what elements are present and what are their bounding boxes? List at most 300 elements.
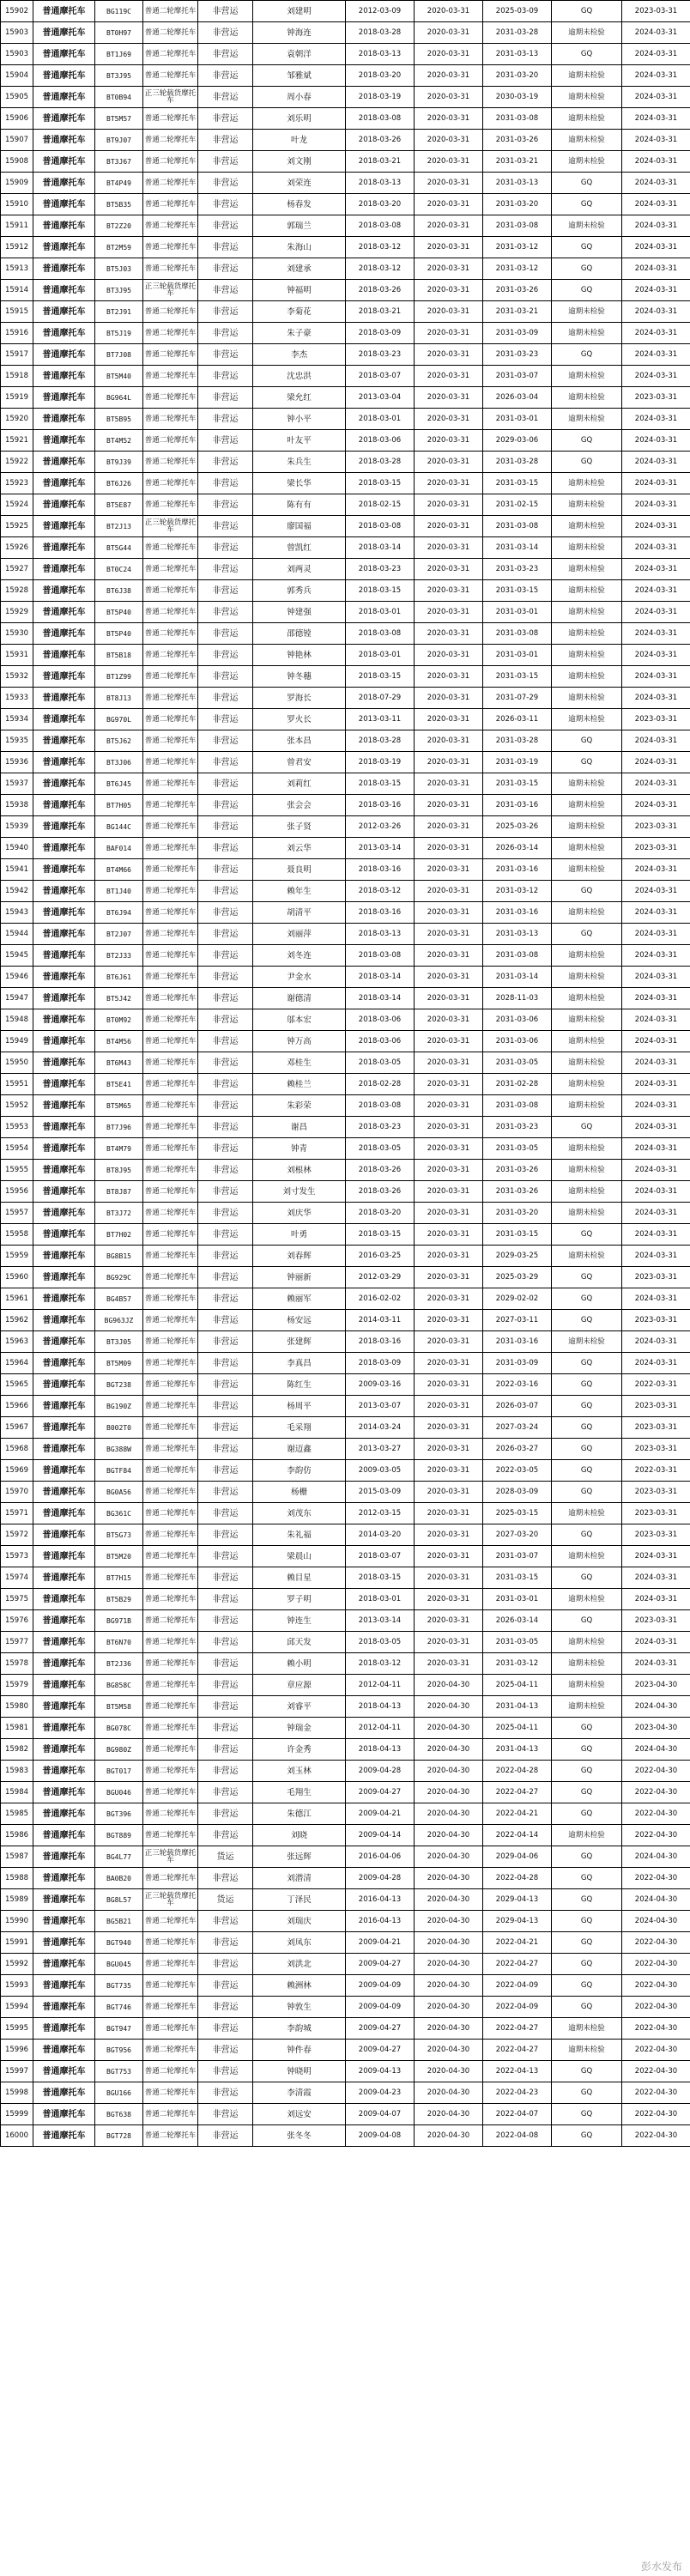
plate-number-cell: BAF014 bbox=[95, 838, 143, 859]
valid-until-cell: 2024-03-31 bbox=[622, 859, 690, 881]
inspection-status-cell: 逾期未检验 bbox=[552, 22, 622, 44]
inspect-date-cell: 2020-04-30 bbox=[415, 1954, 483, 1975]
inspect-date-cell: 2020-03-31 bbox=[415, 623, 483, 645]
table-row bbox=[1, 1009, 690, 1031]
scrap-date-cell: 2025-03-29 bbox=[483, 1267, 552, 1288]
register-date-cell: 2009-04-27 bbox=[346, 2018, 415, 2040]
register-date-cell: 2018-03-15 bbox=[346, 1567, 415, 1589]
table-row bbox=[1, 494, 690, 516]
inspection-status-cell: 逾期未检验 bbox=[552, 1503, 622, 1524]
table-row bbox=[1, 1331, 690, 1353]
table-row bbox=[1, 1246, 690, 1267]
table-row bbox=[1, 1417, 690, 1439]
row-number: 15925 bbox=[1, 516, 33, 537]
valid-until-cell: 2024-03-31 bbox=[622, 988, 690, 1009]
register-date-cell: 2012-04-11 bbox=[346, 1718, 415, 1739]
register-date-cell: 2009-04-09 bbox=[346, 1997, 415, 2018]
owner-cell: 钟海连 bbox=[253, 22, 346, 44]
owner-cell: 赖年生 bbox=[253, 881, 346, 902]
model-cell: 普通二轮摩托车 bbox=[143, 709, 198, 730]
owner-cell: 钟连生 bbox=[253, 1610, 346, 1632]
table-row bbox=[1, 859, 690, 881]
register-date-cell: 2018-03-15 bbox=[346, 773, 415, 795]
scrap-date-cell: 2031-03-12 bbox=[483, 237, 552, 258]
owner-cell: 钟瑞金 bbox=[253, 1718, 346, 1739]
vehicle-type-cell: 普通摩托车 bbox=[33, 87, 95, 108]
row-number: 15999 bbox=[1, 2104, 33, 2125]
table-row bbox=[1, 1696, 690, 1718]
owner-cell: 朱礼福 bbox=[253, 1524, 346, 1546]
row-number: 15922 bbox=[1, 452, 33, 473]
scrap-date-cell: 2029-03-06 bbox=[483, 430, 552, 452]
plate-number-cell: BGT746 bbox=[95, 1997, 143, 2018]
usage-cell: 非营运 bbox=[198, 773, 253, 795]
valid-until-cell: 2024-03-31 bbox=[622, 795, 690, 816]
model-cell: 普通二轮摩托车 bbox=[143, 1331, 198, 1353]
register-date-cell: 2018-03-12 bbox=[346, 881, 415, 902]
table-row bbox=[1, 1825, 690, 1846]
inspect-date-cell: 2020-03-31 bbox=[415, 580, 483, 602]
table-row bbox=[1, 1117, 690, 1138]
owner-cell: 刘建明 bbox=[253, 1, 346, 22]
vehicle-type-cell: 普通摩托车 bbox=[33, 1675, 95, 1696]
inspect-date-cell: 2020-03-31 bbox=[415, 387, 483, 409]
vehicle-type-cell: 普通摩托车 bbox=[33, 902, 95, 924]
model-cell: 普通二轮摩托车 bbox=[143, 1696, 198, 1718]
owner-cell: 刘云华 bbox=[253, 838, 346, 859]
usage-cell: 非营运 bbox=[198, 1589, 253, 1610]
scrap-date-cell: 2031-03-26 bbox=[483, 1160, 552, 1181]
owner-cell: 刘凤东 bbox=[253, 1932, 346, 1954]
row-number: 15982 bbox=[1, 1739, 33, 1761]
valid-until-cell: 2024-03-31 bbox=[622, 559, 690, 580]
valid-until-cell: 2022-04-30 bbox=[622, 1782, 690, 1803]
plate-number-cell: BT3J06 bbox=[95, 752, 143, 773]
inspection-status-cell: GQ bbox=[552, 237, 622, 258]
plate-number-cell: BT5J62 bbox=[95, 730, 143, 752]
scrap-date-cell: 2030-03-19 bbox=[483, 87, 552, 108]
table-row bbox=[1, 237, 690, 258]
usage-cell: 非营运 bbox=[198, 709, 253, 730]
row-number: 15961 bbox=[1, 1288, 33, 1310]
usage-cell: 非营运 bbox=[198, 1739, 253, 1761]
scrap-date-cell: 2022-04-28 bbox=[483, 1761, 552, 1782]
owner-cell: 赖丽军 bbox=[253, 1288, 346, 1310]
plate-number-cell: BG190Z bbox=[95, 1396, 143, 1417]
plate-number-cell: BT5B18 bbox=[95, 645, 143, 666]
scrap-date-cell: 2031-03-20 bbox=[483, 1203, 552, 1224]
row-number: 15938 bbox=[1, 795, 33, 816]
usage-cell: 非营运 bbox=[198, 1653, 253, 1675]
row-number: 15921 bbox=[1, 430, 33, 452]
scrap-date-cell: 2031-03-28 bbox=[483, 22, 552, 44]
plate-number-cell: BGT728 bbox=[95, 2125, 143, 2147]
valid-until-cell: 2023-03-31 bbox=[622, 1610, 690, 1632]
scrap-date-cell: 2028-03-09 bbox=[483, 1482, 552, 1503]
table-row bbox=[1, 1782, 690, 1803]
register-date-cell: 2018-03-20 bbox=[346, 1203, 415, 1224]
model-cell: 普通二轮摩托车 bbox=[143, 65, 198, 87]
table-row bbox=[1, 473, 690, 494]
row-number: 15947 bbox=[1, 988, 33, 1009]
table-row bbox=[1, 387, 690, 409]
inspect-date-cell: 2020-03-31 bbox=[415, 1503, 483, 1524]
scrap-date-cell: 2022-04-07 bbox=[483, 2104, 552, 2125]
plate-number-cell: BT1J40 bbox=[95, 881, 143, 902]
row-number: 15967 bbox=[1, 1417, 33, 1439]
inspection-status-cell: GQ bbox=[552, 1846, 622, 1868]
register-date-cell: 2009-04-14 bbox=[346, 1825, 415, 1846]
inspection-status-cell: GQ bbox=[552, 881, 622, 902]
owner-cell: 刘文刚 bbox=[253, 151, 346, 173]
valid-until-cell: 2024-04-30 bbox=[622, 1846, 690, 1868]
table-row bbox=[1, 1718, 690, 1739]
owner-cell: 杨春发 bbox=[253, 194, 346, 215]
inspection-status-cell: GQ bbox=[552, 2104, 622, 2125]
owner-cell: 杨安远 bbox=[253, 1310, 346, 1331]
row-number: 15928 bbox=[1, 580, 33, 602]
inspect-date-cell: 2020-03-31 bbox=[415, 902, 483, 924]
vehicle-type-cell: 普通摩托车 bbox=[33, 1138, 95, 1160]
inspect-date-cell: 2020-03-31 bbox=[415, 87, 483, 108]
model-cell: 普通二轮摩托车 bbox=[143, 44, 198, 65]
vehicle-type-cell: 普通摩托车 bbox=[33, 924, 95, 945]
row-number: 15959 bbox=[1, 1246, 33, 1267]
vehicle-type-cell: 普通摩托车 bbox=[33, 709, 95, 730]
usage-cell: 非营运 bbox=[198, 945, 253, 967]
scrap-date-cell: 2027-03-11 bbox=[483, 1310, 552, 1331]
vehicle-type-cell: 普通摩托车 bbox=[33, 1803, 95, 1825]
plate-number-cell: BT0H97 bbox=[95, 22, 143, 44]
inspect-date-cell: 2020-04-30 bbox=[415, 1739, 483, 1761]
valid-until-cell: 2024-03-31 bbox=[622, 1203, 690, 1224]
vehicle-type-cell: 普通摩托车 bbox=[33, 173, 95, 194]
register-date-cell: 2018-03-06 bbox=[346, 1009, 415, 1031]
model-cell: 普通二轮摩托车 bbox=[143, 1224, 198, 1246]
row-number: 15917 bbox=[1, 344, 33, 366]
register-date-cell: 2018-03-01 bbox=[346, 409, 415, 430]
row-number: 15919 bbox=[1, 387, 33, 409]
owner-cell: 郭瑞兰 bbox=[253, 215, 346, 237]
inspect-date-cell: 2020-03-31 bbox=[415, 752, 483, 773]
valid-until-cell: 2022-04-30 bbox=[622, 2082, 690, 2104]
inspect-date-cell: 2020-03-31 bbox=[415, 773, 483, 795]
valid-until-cell: 2022-04-30 bbox=[622, 1997, 690, 2018]
plate-number-cell: BT5M20 bbox=[95, 1546, 143, 1567]
owner-cell: 叶龙 bbox=[253, 130, 346, 151]
usage-cell: 非营运 bbox=[198, 409, 253, 430]
inspection-status-cell: GQ bbox=[552, 1, 622, 22]
row-number: 15983 bbox=[1, 1761, 33, 1782]
row-number: 15952 bbox=[1, 1095, 33, 1117]
vehicle-type-cell: 普通摩托车 bbox=[33, 1417, 95, 1439]
register-date-cell: 2018-02-28 bbox=[346, 1074, 415, 1095]
usage-cell: 非营运 bbox=[198, 1761, 253, 1782]
model-cell: 普通二轮摩托车 bbox=[143, 1353, 198, 1374]
vehicle-type-cell: 普通摩托车 bbox=[33, 194, 95, 215]
model-cell: 普通二轮摩托车 bbox=[143, 1761, 198, 1782]
table-row bbox=[1, 816, 690, 838]
plate-number-cell: BT4M79 bbox=[95, 1138, 143, 1160]
valid-until-cell: 2024-03-31 bbox=[622, 902, 690, 924]
plate-number-cell: BG078C bbox=[95, 1718, 143, 1739]
register-date-cell: 2018-03-15 bbox=[346, 580, 415, 602]
vehicle-type-cell: 普通摩托车 bbox=[33, 1310, 95, 1331]
model-cell: 普通二轮摩托车 bbox=[143, 2040, 198, 2061]
model-cell: 普通二轮摩托车 bbox=[143, 1868, 198, 1889]
model-cell: 普通二轮摩托车 bbox=[143, 1782, 198, 1803]
inspection-status-cell: GQ bbox=[552, 1224, 622, 1246]
scrap-date-cell: 2031-03-08 bbox=[483, 215, 552, 237]
model-cell: 普通二轮摩托车 bbox=[143, 430, 198, 452]
inspection-status-cell: GQ bbox=[552, 1911, 622, 1932]
owner-cell: 刘瑞庆 bbox=[253, 1911, 346, 1932]
table-row bbox=[1, 280, 690, 301]
valid-until-cell: 2023-03-31 bbox=[622, 1439, 690, 1460]
scrap-date-cell: 2031-03-01 bbox=[483, 602, 552, 623]
usage-cell: 非营运 bbox=[198, 344, 253, 366]
vehicle-type-cell: 普通摩托车 bbox=[33, 1074, 95, 1095]
row-number: 15944 bbox=[1, 924, 33, 945]
row-number: 15945 bbox=[1, 945, 33, 967]
usage-cell: 非营运 bbox=[198, 387, 253, 409]
inspect-date-cell: 2020-03-31 bbox=[415, 130, 483, 151]
owner-cell: 邵德镗 bbox=[253, 623, 346, 645]
register-date-cell: 2009-03-16 bbox=[346, 1374, 415, 1396]
model-cell: 普通二轮摩托车 bbox=[143, 1718, 198, 1739]
register-date-cell: 2012-03-29 bbox=[346, 1267, 415, 1288]
owner-cell: 刘庆华 bbox=[253, 1203, 346, 1224]
scrap-date-cell: 2031-03-06 bbox=[483, 1009, 552, 1031]
inspect-date-cell: 2020-03-31 bbox=[415, 1031, 483, 1052]
valid-until-cell: 2024-03-31 bbox=[622, 1031, 690, 1052]
vehicle-type-cell: 普通摩托车 bbox=[33, 1, 95, 22]
usage-cell: 非营运 bbox=[198, 730, 253, 752]
row-number: 15987 bbox=[1, 1846, 33, 1868]
table-row bbox=[1, 2125, 690, 2147]
register-date-cell: 2009-04-28 bbox=[346, 1761, 415, 1782]
inspect-date-cell: 2020-04-30 bbox=[415, 2040, 483, 2061]
valid-until-cell: 2022-04-30 bbox=[622, 1932, 690, 1954]
inspect-date-cell: 2020-04-30 bbox=[415, 1932, 483, 1954]
valid-until-cell: 2024-03-31 bbox=[622, 773, 690, 795]
model-cell: 普通二轮摩托车 bbox=[143, 988, 198, 1009]
inspection-status-cell: 逾期未检验 bbox=[552, 1095, 622, 1117]
table-row bbox=[1, 709, 690, 730]
row-number: 16000 bbox=[1, 2125, 33, 2147]
model-cell: 普通二轮摩托车 bbox=[143, 387, 198, 409]
usage-cell: 非营运 bbox=[198, 645, 253, 666]
register-date-cell: 2018-03-19 bbox=[346, 87, 415, 108]
register-date-cell: 2018-03-08 bbox=[346, 108, 415, 130]
usage-cell: 非营运 bbox=[198, 1954, 253, 1975]
valid-until-cell: 2024-03-31 bbox=[622, 1567, 690, 1589]
usage-cell: 非营运 bbox=[198, 2125, 253, 2147]
valid-until-cell: 2022-04-30 bbox=[622, 1803, 690, 1825]
row-number: 15934 bbox=[1, 709, 33, 730]
owner-cell: 钟丽新 bbox=[253, 1267, 346, 1288]
table-row bbox=[1, 1546, 690, 1567]
vehicle-type-cell: 普通摩托车 bbox=[33, 1503, 95, 1524]
plate-number-cell: BA0B20 bbox=[95, 1868, 143, 1889]
usage-cell: 非营运 bbox=[198, 494, 253, 516]
model-cell: 普通二轮摩托车 bbox=[143, 1396, 198, 1417]
register-date-cell: 2014-03-20 bbox=[346, 1524, 415, 1546]
model-cell: 普通二轮摩托车 bbox=[143, 22, 198, 44]
register-date-cell: 2018-04-13 bbox=[346, 1739, 415, 1761]
model-cell: 普通二轮摩托车 bbox=[143, 838, 198, 859]
model-cell: 普通二轮摩托车 bbox=[143, 1997, 198, 2018]
register-date-cell: 2018-03-08 bbox=[346, 945, 415, 967]
register-date-cell: 2018-03-08 bbox=[346, 516, 415, 537]
model-cell: 普通二轮摩托车 bbox=[143, 1975, 198, 1997]
table-row bbox=[1, 1567, 690, 1589]
vehicle-type-cell: 普通摩托车 bbox=[33, 1482, 95, 1503]
vehicle-type-cell: 普通摩托车 bbox=[33, 1524, 95, 1546]
row-number: 15955 bbox=[1, 1160, 33, 1181]
table-row bbox=[1, 1761, 690, 1782]
inspect-date-cell: 2020-03-31 bbox=[415, 237, 483, 258]
inspect-date-cell: 2020-03-31 bbox=[415, 1546, 483, 1567]
scrap-date-cell: 2031-02-15 bbox=[483, 494, 552, 516]
valid-until-cell: 2022-04-30 bbox=[622, 1975, 690, 1997]
inspect-date-cell: 2020-03-31 bbox=[415, 151, 483, 173]
model-cell: 普通二轮摩托车 bbox=[143, 151, 198, 173]
vehicle-type-cell: 普通摩托车 bbox=[33, 580, 95, 602]
row-number: 15993 bbox=[1, 1975, 33, 1997]
scrap-date-cell: 2022-04-28 bbox=[483, 1868, 552, 1889]
scrap-date-cell: 2022-03-05 bbox=[483, 1460, 552, 1482]
inspect-date-cell: 2020-04-30 bbox=[415, 2082, 483, 2104]
register-date-cell: 2012-03-26 bbox=[346, 816, 415, 838]
usage-cell: 非营运 bbox=[198, 237, 253, 258]
scrap-date-cell: 2031-03-08 bbox=[483, 108, 552, 130]
register-date-cell: 2018-03-13 bbox=[346, 173, 415, 194]
table-row bbox=[1, 22, 690, 44]
scrap-date-cell: 2022-03-16 bbox=[483, 1374, 552, 1396]
valid-until-cell: 2023-03-31 bbox=[622, 1, 690, 22]
usage-cell: 非营运 bbox=[198, 323, 253, 344]
model-cell: 普通二轮摩托车 bbox=[143, 130, 198, 151]
scrap-date-cell: 2031-03-08 bbox=[483, 945, 552, 967]
plate-number-cell: BT5P40 bbox=[95, 602, 143, 623]
row-number: 15906 bbox=[1, 108, 33, 130]
register-date-cell: 2009-04-21 bbox=[346, 1803, 415, 1825]
owner-cell: 沈忠洪 bbox=[253, 366, 346, 387]
model-cell: 普通二轮摩托车 bbox=[143, 2018, 198, 2040]
table-row bbox=[1, 44, 690, 65]
register-date-cell: 2013-03-04 bbox=[346, 387, 415, 409]
vehicle-type-cell: 普通摩托车 bbox=[33, 645, 95, 666]
inspection-status-cell: 逾期未检验 bbox=[552, 859, 622, 881]
usage-cell: 非营运 bbox=[198, 1009, 253, 1031]
model-cell: 普通二轮摩托车 bbox=[143, 1524, 198, 1546]
scrap-date-cell: 2031-03-28 bbox=[483, 452, 552, 473]
row-number: 15998 bbox=[1, 2082, 33, 2104]
usage-cell: 非营运 bbox=[198, 1975, 253, 1997]
table-row bbox=[1, 666, 690, 688]
scrap-date-cell: 2022-04-23 bbox=[483, 2082, 552, 2104]
row-number: 15973 bbox=[1, 1546, 33, 1567]
row-number: 15992 bbox=[1, 1954, 33, 1975]
valid-until-cell: 2024-03-31 bbox=[622, 430, 690, 452]
inspection-status-cell: 逾期未检验 bbox=[552, 366, 622, 387]
inspection-status-cell: 逾期未检验 bbox=[552, 623, 622, 645]
table-row bbox=[1, 1224, 690, 1246]
owner-cell: 谢迈鑫 bbox=[253, 1439, 346, 1460]
model-cell: 普通二轮摩托车 bbox=[143, 1052, 198, 1074]
valid-until-cell: 2024-03-31 bbox=[622, 22, 690, 44]
inspect-date-cell: 2020-03-31 bbox=[415, 430, 483, 452]
usage-cell: 非营运 bbox=[198, 1997, 253, 2018]
scrap-date-cell: 2031-03-12 bbox=[483, 881, 552, 902]
register-date-cell: 2018-03-16 bbox=[346, 1331, 415, 1353]
vehicle-type-cell: 普通摩托车 bbox=[33, 1632, 95, 1653]
inspect-date-cell: 2020-03-31 bbox=[415, 452, 483, 473]
table-row bbox=[1, 65, 690, 87]
row-number: 15903 bbox=[1, 44, 33, 65]
usage-cell: 非营运 bbox=[198, 902, 253, 924]
scrap-date-cell: 2031-03-13 bbox=[483, 44, 552, 65]
usage-cell: 非营运 bbox=[198, 1482, 253, 1503]
owner-cell: 钟万高 bbox=[253, 1031, 346, 1052]
row-number: 15986 bbox=[1, 1825, 33, 1846]
usage-cell: 非营运 bbox=[198, 1267, 253, 1288]
model-cell: 普通二轮摩托车 bbox=[143, 773, 198, 795]
model-cell: 普通二轮摩托车 bbox=[143, 108, 198, 130]
inspect-date-cell: 2020-03-31 bbox=[415, 280, 483, 301]
table-row bbox=[1, 902, 690, 924]
inspection-status-cell: 逾期未检验 bbox=[552, 1246, 622, 1267]
inspect-date-cell: 2020-03-31 bbox=[415, 194, 483, 215]
plate-number-cell: BGT947 bbox=[95, 2018, 143, 2040]
inspect-date-cell: 2020-04-30 bbox=[415, 2125, 483, 2147]
scrap-date-cell: 2031-03-23 bbox=[483, 559, 552, 580]
model-cell: 普通二轮摩托车 bbox=[143, 237, 198, 258]
inspection-status-cell: 逾期未检验 bbox=[552, 580, 622, 602]
inspection-status-cell: GQ bbox=[552, 1761, 622, 1782]
valid-until-cell: 2024-03-31 bbox=[622, 730, 690, 752]
owner-cell: 李真昌 bbox=[253, 1353, 346, 1374]
plate-number-cell: BT2J36 bbox=[95, 1653, 143, 1675]
inspect-date-cell: 2020-03-31 bbox=[415, 666, 483, 688]
inspection-status-cell: 逾期未检验 bbox=[552, 1546, 622, 1567]
scrap-date-cell: 2025-03-26 bbox=[483, 816, 552, 838]
inspection-status-cell: 逾期未检验 bbox=[552, 838, 622, 859]
inspect-date-cell: 2020-04-30 bbox=[415, 1761, 483, 1782]
register-date-cell: 2018-03-28 bbox=[346, 22, 415, 44]
inspect-date-cell: 2020-03-31 bbox=[415, 258, 483, 280]
inspection-status-cell: GQ bbox=[552, 1803, 622, 1825]
row-number: 15969 bbox=[1, 1460, 33, 1482]
vehicle-type-cell: 普通摩托车 bbox=[33, 559, 95, 580]
table-row bbox=[1, 1975, 690, 1997]
usage-cell: 非营运 bbox=[198, 1374, 253, 1396]
row-number: 15968 bbox=[1, 1439, 33, 1460]
scrap-date-cell: 2031-07-29 bbox=[483, 688, 552, 709]
register-date-cell: 2018-07-29 bbox=[346, 688, 415, 709]
owner-cell: 赖目星 bbox=[253, 1567, 346, 1589]
inspection-status-cell: GQ bbox=[552, 1310, 622, 1331]
vehicle-type-cell: 普通摩托车 bbox=[33, 1353, 95, 1374]
register-date-cell: 2018-04-13 bbox=[346, 1696, 415, 1718]
plate-number-cell: BT3J72 bbox=[95, 1203, 143, 1224]
table-row bbox=[1, 602, 690, 623]
row-number: 15929 bbox=[1, 602, 33, 623]
usage-cell: 非营运 bbox=[198, 301, 253, 323]
register-date-cell: 2018-03-13 bbox=[346, 924, 415, 945]
inspect-date-cell: 2020-03-31 bbox=[415, 366, 483, 387]
